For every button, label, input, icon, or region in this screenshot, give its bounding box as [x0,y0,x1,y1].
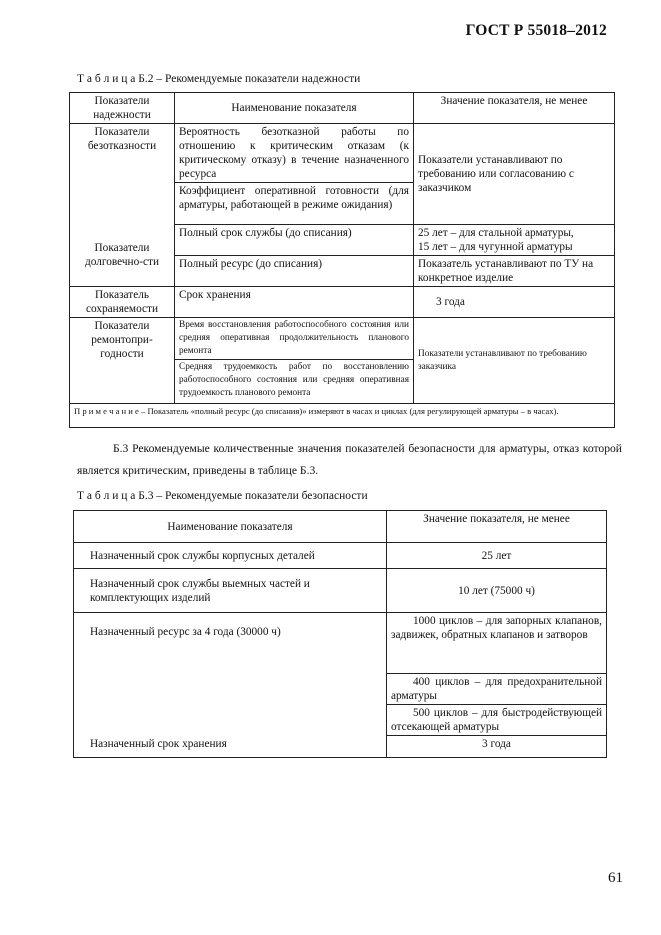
table-b3-caption: Т а б л и ц а Б.3 – Рекомендуемые показатели безопасности [77,490,368,502]
safety-table [73,510,607,758]
row-value: 10 лет (75000 ч) [387,569,607,613]
group-storability: Показатель сохраняемости [70,287,175,318]
group-durability: Показатели долговечно-сти [70,225,175,287]
group-safety: Показатели безотказности [70,124,175,225]
column-header-value: Значение показателя, не менее [414,93,615,124]
row-value [414,225,615,256]
paragraph-b3: Б.3 Рекомендуемые количественные значения показателей безопасности для арматуры, отказ которой является критическим, приведены в таблице Б.3. [77,442,622,477]
group-repairability: Показатели ремонтопри-годности [70,318,175,404]
row-name: Назначенный ресурс за 4 года (30000 ч) [74,613,387,736]
table-b2-caption: Т а б л и ц а Б.2 – Рекомендуемые показатели надежности [77,73,361,85]
row-value: 400 циклов – для предохранительной арматуры [387,674,607,705]
row-name: Коэффициент оперативной готовности (для арматуры, работающей в режиме ожидания) [175,183,414,225]
row-value-line: 25 лет – для стальной арматуры, [418,227,574,239]
row-name: Полный срок службы (до списания) [175,225,414,256]
column-header-value: Значение показателя, не менее [387,511,607,543]
row-value: Показатель устанавливают по ТУ на конкретное изделие [414,256,615,287]
row-value: Показатели устанавливают по требованию заказчика [414,318,615,404]
row-value: 500 циклов – для быстродействующей отсекающей арматуры [387,705,607,736]
row-value: 3 года [387,736,607,758]
row-value: Показатели устанавливают по требованию или согласованию с заказчиком [414,124,615,225]
note-label: П р и м е ч а н и е [74,406,139,416]
column-header-name: Наименование показателя [74,511,387,543]
row-name: Назначенный срок службы корпусных деталей [74,543,387,569]
row-value: 25 лет [387,543,607,569]
row-name: Назначенный срок службы выемных частей и комплектующих изделий [74,569,387,613]
row-name: Время восстановления работоспособного состояния или средняя оперативная продолжительность планового ремонта [175,318,414,360]
row-name: Назначенный срок хранения [74,736,387,758]
row-name: Вероятность безотказной работы по отношению к критическим отказам (к критическому отказу) в течение назначенного ресурса [175,124,414,183]
note-text: – Показатель «полный ресурс (до списания)» измеряют в часах и циклах (для регулирующей арматуры – в часах). [138,406,559,416]
column-header-group: Показатели надежности [70,93,175,124]
table-note [70,404,615,428]
row-name: Полный ресурс (до списания) [175,256,414,287]
row-name: Средняя трудоемкость работ по восстановлению работоспособного состояния или средняя оперативная трудоемкость планового ремонта [175,360,414,404]
row-name: Срок хранения [175,287,414,318]
row-value: 1000 циклов – для запорных клапанов, задвижек, обратных клапанов и затворов [387,613,607,674]
row-value-line: 15 лет – для чугунной арматуры [418,241,573,253]
page-number: 61 [608,870,623,886]
column-header-name: Наименование показателя [175,93,414,124]
reliability-table [69,92,615,428]
row-value: 3 года [414,287,615,318]
document-code: ГОСТ Р 55018–2012 [465,22,607,39]
